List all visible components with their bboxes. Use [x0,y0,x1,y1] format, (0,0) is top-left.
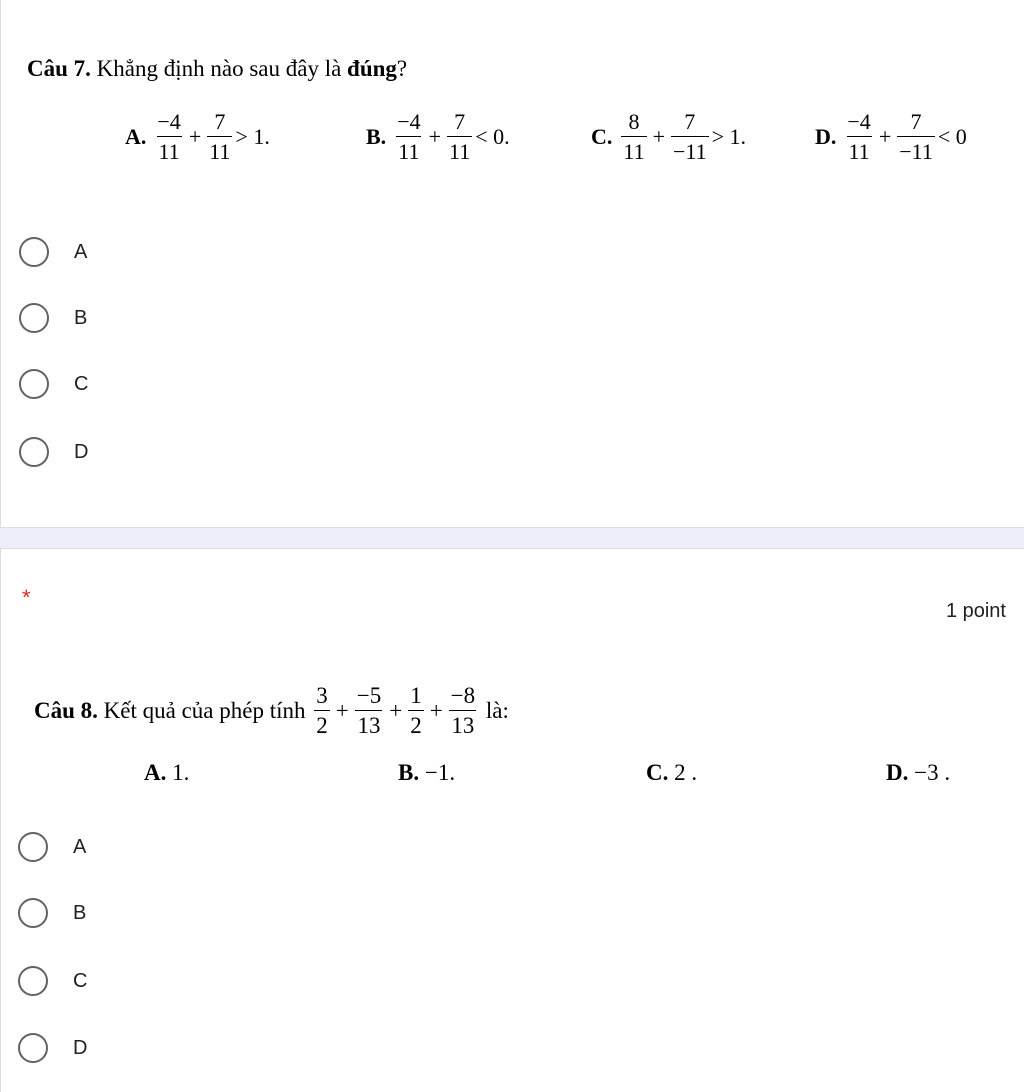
radio-button[interactable] [19,369,49,399]
q7-option-c [591,110,746,164]
question-card-8 [0,549,1024,1092]
plus-sign: + [652,124,665,149]
answer-label: A. [144,760,167,785]
plus-sign: + [429,698,443,723]
answer-label: B. [398,760,420,785]
q7-option-d-label: D. [815,124,837,149]
numerator: 7 [910,109,922,134]
required-asterisk: * [22,585,31,610]
q8-choice-d[interactable] [18,1030,87,1066]
denominator: 11 [447,136,472,164]
q7-option-d [815,110,967,164]
denominator: −11 [897,136,935,164]
q7-option-a-label: A. [125,124,147,149]
question-7-emphasis: đúng [347,56,397,81]
fraction [621,110,646,164]
q8-answer-b [398,760,455,786]
question-card-7 [0,0,1024,527]
choice-label: A [74,240,88,263]
radio-button[interactable] [19,437,49,467]
radio-button[interactable] [18,832,48,862]
denominator: 13 [355,710,382,738]
question-7-number: Câu 7. [27,56,91,81]
plus-sign: + [389,698,403,723]
q8-answer-a [144,760,189,786]
answer-value: 1. [166,760,190,785]
relation: > 1. [711,124,747,149]
radio-button[interactable] [19,237,49,267]
radio-button[interactable] [18,898,48,928]
fraction [355,684,383,738]
answer-label: C. [646,760,669,785]
question-7-end: ? [396,56,408,81]
denominator: 13 [449,710,476,738]
numerator: 3 [316,683,328,708]
q8-choice-c[interactable] [18,963,87,999]
denominator: −11 [671,136,709,164]
points-label: 1 point [945,600,1006,622]
fraction [155,110,182,164]
numerator: −8 [450,683,476,708]
denominator: 11 [621,136,646,164]
numerator: 7 [214,109,226,134]
relation: < 0 [937,124,967,149]
denominator: 2 [314,710,330,738]
question-7-text: Khẳng định nào sau đây là [90,56,348,81]
q7-option-a [125,110,270,164]
plus-sign: + [878,124,892,149]
answer-label: D. [886,760,909,785]
answer-value: −3 . [908,760,951,785]
q7-choice-b[interactable] [19,300,87,336]
choice-label: B [74,306,88,329]
radio-button[interactable] [18,966,48,996]
denominator: 11 [396,136,421,164]
numerator: 7 [454,109,466,134]
numerator: −4 [847,109,871,134]
denominator: 2 [408,710,424,738]
q8-answer-c [646,760,697,786]
question-8-title [34,684,509,738]
question-8-number: Câu 8. [34,698,98,723]
choice-label: D [74,440,89,463]
choice-label: C [74,372,89,395]
radio-button[interactable] [18,1033,48,1063]
choice-label: C [73,969,88,992]
plus-sign: + [188,124,202,149]
question-8-text: Kết quả của phép tính [97,698,312,723]
choice-label: B [73,901,87,924]
denominator: 11 [847,136,872,164]
q8-choice-a[interactable] [18,829,86,865]
numerator: 1 [410,683,422,708]
answer-value: 2 . [668,760,698,785]
fraction [897,110,935,164]
q7-option-b [366,110,510,164]
q8-choice-b[interactable] [18,895,86,931]
fraction [314,684,330,738]
numerator: −4 [397,109,421,134]
question-8-end: là: [480,698,509,723]
choice-label: A [73,835,87,858]
numerator: −4 [157,109,181,134]
numerator: 8 [628,109,640,134]
numerator: 7 [684,109,696,134]
fraction [408,684,424,738]
q7-choice-d[interactable] [19,434,88,470]
q7-option-b-label: B. [366,124,387,149]
fraction [845,110,872,164]
fraction [207,110,232,164]
q8-answer-d [886,760,950,786]
q7-choice-a[interactable] [19,234,87,270]
fraction [447,110,472,164]
q7-choice-c[interactable] [19,366,88,402]
denominator: 11 [207,136,232,164]
answer-value: −1. [419,760,456,785]
radio-button[interactable] [19,303,49,333]
numerator: −5 [356,683,382,708]
relation: < 0. [475,124,510,149]
plus-sign: + [335,698,349,723]
q7-option-c-label: C. [591,124,613,149]
relation: > 1. [235,124,270,149]
choice-label: D [73,1036,88,1059]
card-separator [0,527,1024,549]
fraction [449,684,477,738]
fraction [671,110,709,164]
plus-sign: + [428,124,442,149]
question-7-title [27,56,407,82]
fraction [395,110,422,164]
denominator: 11 [157,136,182,164]
